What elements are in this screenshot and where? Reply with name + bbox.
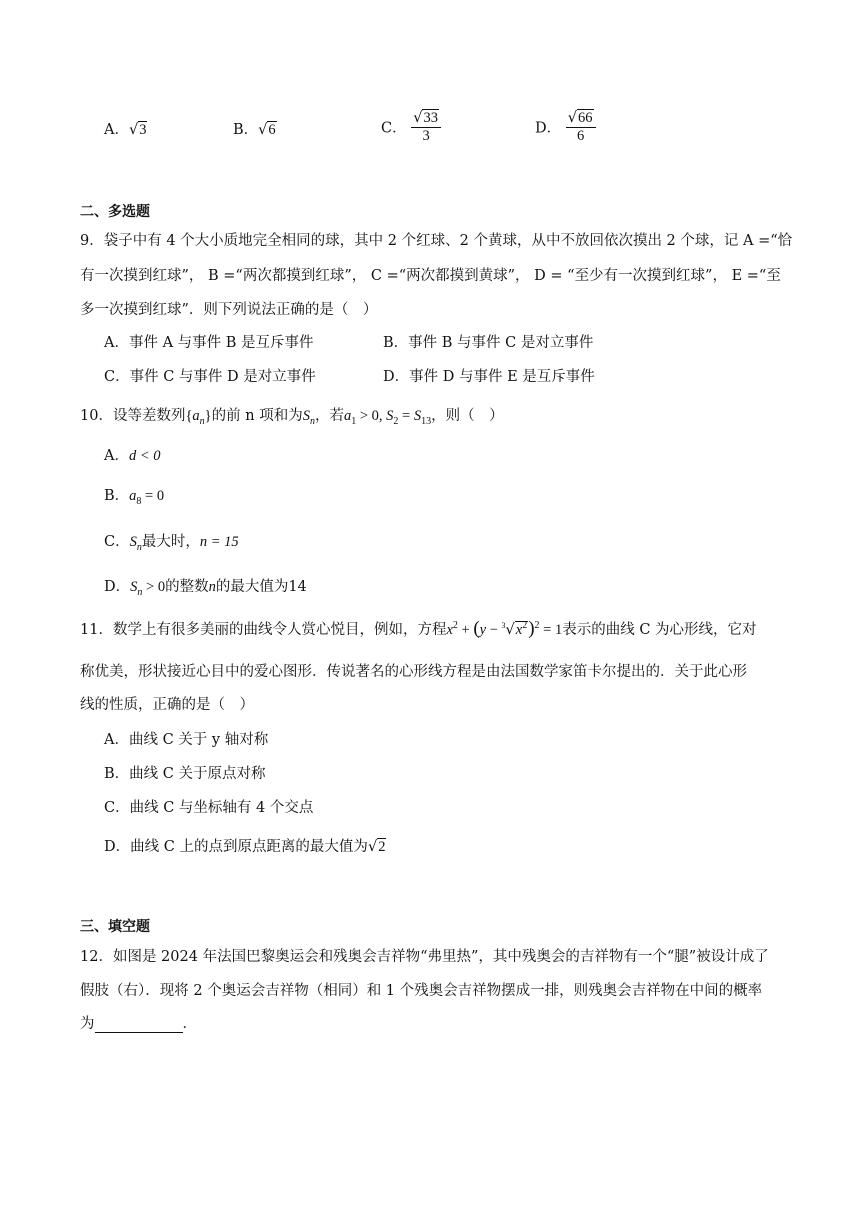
option-label: D．	[535, 120, 562, 137]
radicand: 2	[378, 839, 386, 855]
sqrt-symbol: √	[413, 110, 423, 126]
q10-stem	[80, 404, 504, 427]
option-formula: d < 0	[128, 448, 161, 464]
option-formula: n = 15	[199, 534, 239, 550]
q10-option-c	[104, 530, 239, 553]
radicand: 6	[268, 122, 276, 138]
option-label: B．	[233, 122, 259, 138]
stem-text: 表示的曲线 C 为心形线，它对	[562, 622, 757, 638]
stem-text: 为	[80, 1016, 95, 1032]
q11-option-d	[104, 835, 386, 856]
sqrt-symbol: √	[367, 839, 378, 855]
q11-option-c: C．曲线 C 与坐标轴有 4 个交点	[104, 800, 314, 816]
sum-symbol: $S_n$	[129, 534, 142, 553]
stem-text: ，若	[314, 408, 344, 424]
answer-blank[interactable]	[95, 1018, 183, 1033]
q12-stem-line1: 12．如图是 2024 年法国巴黎奥运会和残奥会吉祥物“弗里热”，其中残奥会的吉祥物有一个“腿”被设计成了	[80, 949, 769, 965]
option-text: D．曲线 C 上的点到原点距离的最大值为	[104, 839, 368, 855]
q9-option-d: D．事件 D 与事件 E 是互斥事件	[383, 369, 595, 385]
q11-stem-line1	[80, 618, 757, 640]
cardioid-equation: $x^2 + (y - ^3√x^2)^2 = 1$	[446, 618, 563, 639]
sqrt-symbol: √	[258, 122, 268, 138]
q8-option-a	[104, 118, 147, 139]
stem-text: 11．数学上有很多美丽的曲线令人赏心悦目，例如，方程	[80, 622, 447, 638]
denominator: 6	[577, 127, 585, 144]
option-label: A．	[104, 122, 129, 138]
option-text: 的整数	[165, 579, 209, 595]
q12-stem-line3	[80, 1012, 197, 1033]
denominator: 3	[422, 127, 430, 144]
q9-stem-line2: 有一次摸到红球”， B =“两次都摸到红球”， C =“两次都摸到黄球”， D = “至少有一次摸到红球”， E =“至	[80, 268, 781, 284]
option-text: 的最大值为14	[215, 579, 307, 595]
q12-stem-line2: 假肢（右）．现将 2 个奥运会吉祥物（相同）和 1 个残奥会吉祥物摆成一排，则残奥会吉祥物在中间的概率	[80, 983, 763, 999]
section-heading: 三、填空题	[80, 919, 150, 935]
section-heading: 二、多选题	[80, 204, 150, 220]
sqrt-symbol: √	[567, 110, 577, 126]
sqrt-symbol: √	[128, 122, 139, 138]
stem-text: ，则（ ）	[431, 408, 504, 424]
stem-text: ．	[182, 1016, 197, 1032]
sequence-symbol: $\{a_n\}$	[185, 408, 212, 427]
q8-option-b	[233, 118, 277, 139]
fraction	[566, 110, 596, 144]
option-label: A．	[104, 448, 129, 464]
q11-option-a: A．曲线 C 关于 y 轴对称	[104, 732, 269, 748]
option-formula: $S_n > 0$	[130, 579, 166, 598]
option-label: C．	[104, 534, 130, 550]
condition-formula: $a_1 > 0$, $S_2 = S_{13}$	[343, 408, 432, 427]
q10-option-b	[104, 484, 164, 507]
q11-stem-line2: 称优美，形状接近心目中的爱心图形．传说著名的心形线方程是由法国数学家笛卡尔提出的．关于此心形	[80, 664, 747, 680]
option-formula: $a_8 = 0$	[129, 488, 165, 507]
q9-option-b: B．事件 B 与事件 C 是对立事件	[383, 335, 594, 351]
q10-option-a	[104, 444, 161, 465]
variable-n: n	[208, 579, 216, 595]
option-label: C．	[381, 120, 407, 137]
q11-stem-line3: 线的性质，正确的是（ ）	[80, 697, 254, 713]
option-label: D．	[104, 579, 131, 595]
q8-option-c	[381, 110, 441, 144]
q9-stem-line1: 9．袋子中有 4 个大小质地完全相同的球，其中 2 个红球、2 个黄球，从中不放回依次摸出 2 个球，记 A =“恰	[80, 233, 793, 249]
option-label: B．	[104, 488, 130, 504]
radicand: 33	[423, 110, 438, 126]
q8-option-d	[535, 110, 596, 144]
stem-text: 10．设等差数列	[80, 408, 186, 424]
q10-option-d	[104, 575, 307, 598]
radicand: 3	[139, 122, 147, 138]
sum-symbol: $S_n$	[302, 408, 315, 427]
option-text: 最大时，	[141, 534, 200, 550]
fraction	[411, 110, 441, 144]
stem-text: 的前 n 项和为	[211, 408, 303, 424]
q9-option-c: C．事件 C 与事件 D 是对立事件	[104, 369, 316, 385]
q9-stem-line3: 多一次摸到红球”．则下列说法正确的是（ ）	[80, 302, 378, 318]
q9-option-a: A．事件 A 与事件 B 是互斥事件	[104, 335, 314, 351]
q11-option-b: B．曲线 C 关于原点对称	[104, 766, 266, 782]
radicand: 66	[578, 110, 593, 126]
